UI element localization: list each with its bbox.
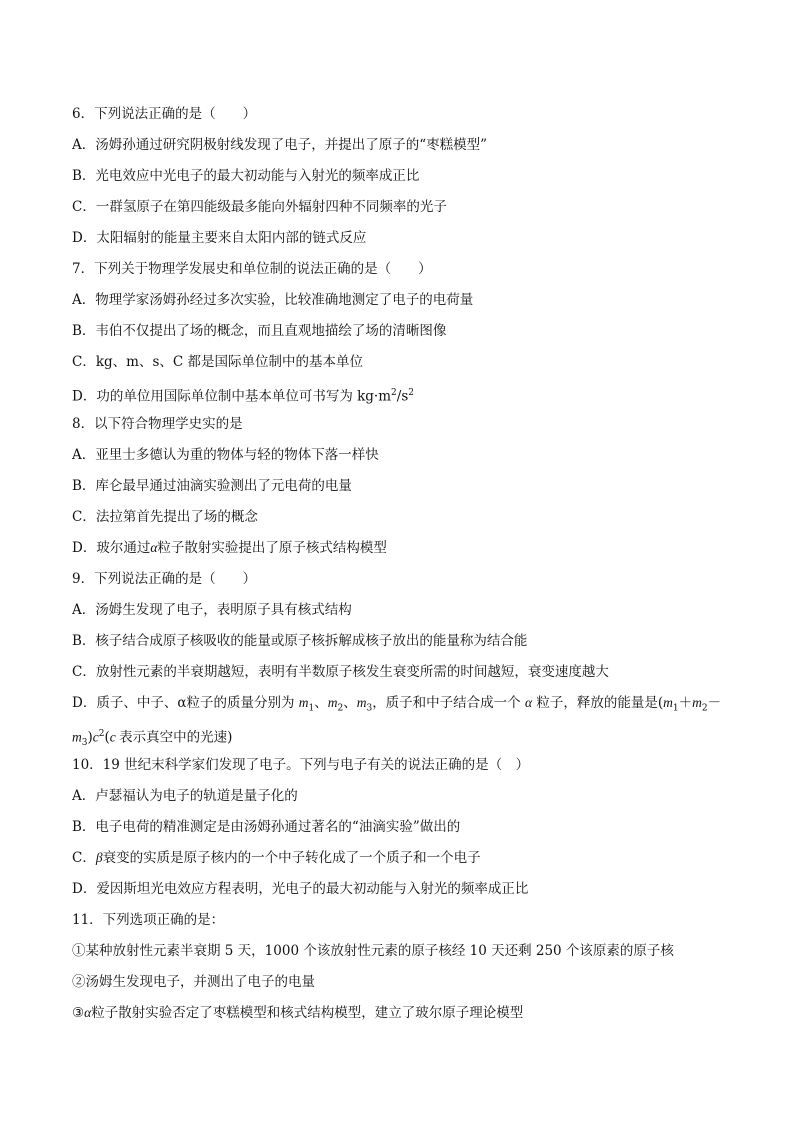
q10-option-c-post: 衰变的实质是原子核内的一个中子转化成了一个质子和一个电子 xyxy=(102,850,481,866)
q11-item-3-pre: ③ xyxy=(72,1005,85,1021)
q7-option-c: C．kg、m、s、C 都是国际单位制中的基本单位 xyxy=(72,354,364,370)
q8-option-d-alpha: α xyxy=(150,540,158,555)
q6-option-b: B．光电效应中光电子的最大初动能与入射光的频率成正比 xyxy=(72,168,420,184)
q7-option-d-exp2: 2 xyxy=(408,388,414,398)
q9-stem: 9．下列说法正确的是（ ） xyxy=(72,571,257,587)
q6-stem: 6．下列说法正确的是（ ） xyxy=(72,106,257,122)
q9-option-d-line2 xyxy=(72,724,732,753)
q7-option-b: B．韦伯不仅提出了场的概念，而且直观地描绘了场的清晰图像 xyxy=(72,323,447,339)
q11-item-2: ②汤姆生发现电子，并测出了电子的电量 xyxy=(72,974,315,990)
q8-option-d xyxy=(72,538,732,558)
q7-stem: 7．下列关于物理学发展史和单位制的说法正确的是（ ） xyxy=(72,261,432,277)
q11-item-1: ①某种放射性元素半衰期 5 天，1000 个该放射性元素的原子核经 10 天还剩 250 个该原素的原子核 xyxy=(72,943,674,959)
q10-option-a: A．卢瑟福认为电子的轨道是量子化的 xyxy=(72,788,298,804)
q8-option-c: C．法拉第首先提出了场的概念 xyxy=(72,509,258,525)
q8-stem: 8．以下符合物理学史实的是 xyxy=(72,416,243,432)
q9-option-d-pre: D．质子、中子、α粒子的质量分别为 xyxy=(72,695,299,711)
q7-option-d-exp1: 2 xyxy=(391,388,397,398)
q9-c-note: c xyxy=(109,729,120,745)
q9-e-m2-sub: 2 xyxy=(701,703,708,714)
q9-sep1: 、 xyxy=(314,695,328,711)
q9-paren-open: ( xyxy=(104,729,110,746)
q7-option-d xyxy=(72,383,732,407)
q9-e-m3: m xyxy=(72,729,82,745)
q9-option-d-tail: 表示真空中的光速) xyxy=(119,729,233,746)
q9-plus: ＋ xyxy=(678,695,693,711)
q11-item-3 xyxy=(72,1003,732,1023)
q8-option-b: B．库仑最早通过油滴实验测出了元电荷的电量 xyxy=(72,478,352,494)
q9-close: ) xyxy=(87,729,93,746)
q9-c: c xyxy=(92,729,99,745)
q8-option-a: A．亚里士多德认为重的物体与轻的物体下落一样快 xyxy=(72,447,379,463)
q9-minus: － xyxy=(707,695,722,711)
q7-option-d-mid: /s xyxy=(396,388,409,405)
q8-option-d-post: 粒子散射实验提出了原子核式结构模型 xyxy=(157,540,387,556)
q6-option-c: C．一群氢原子在第四能级最多能向外辐射四种不同频率的光子 xyxy=(72,199,447,215)
q10-option-c-pre: C． xyxy=(72,850,96,866)
q10-stem: 10．19 世纪末科学家们发现了电子。下列与电子有关的说法正确的是（ ） xyxy=(72,757,530,773)
q7-option-a: A．物理学家汤姆孙经过多次实验，比较准确地测定了电子的电荷量 xyxy=(72,292,474,308)
q8-option-d-pre: D．玻尔通过 xyxy=(72,540,151,556)
q11-item-3-post: 粒子散射实验否定了枣糕模型和核式结构模型，建立了玻尔原子理论模型 xyxy=(91,1005,524,1021)
q10-option-c xyxy=(72,848,732,868)
q6-option-d: D．太阳辐射的能量主要来自太阳内部的链式反应 xyxy=(72,230,367,246)
q9-e-m1: m xyxy=(663,695,673,710)
q10-option-b: B．电子电荷的精准测定是由汤姆孙通过著名的“油滴实验”做出的 xyxy=(72,819,461,835)
q6-option-a: A．汤姆孙通过研究阴极射线发现了电子，并提出了原子的“枣糕模型” xyxy=(72,137,488,153)
q9-e-m2: m xyxy=(692,695,702,710)
q9-option-b: B．核子结合成原子核吸收的能量或原子核拆解成核子放出的能量称为结合能 xyxy=(72,633,528,649)
q9-m3-sub: 3 xyxy=(366,703,373,714)
q9-sep2: 、 xyxy=(343,695,357,711)
q9-m2-sub: 2 xyxy=(337,703,344,714)
q9-m2: m xyxy=(327,695,338,710)
q9-option-a: A．汤姆生发现了电子，表明原子具有核式结构 xyxy=(72,602,352,618)
q9-e-m1-sub: 1 xyxy=(672,703,679,714)
q9-m1: m xyxy=(298,695,309,710)
q7-option-d-text: D．功的单位用国际单位制中基本单位可书写为 kg·m xyxy=(72,388,392,405)
q9-m3: m xyxy=(356,695,367,710)
q10-option-d: D．爱因斯坦光电效应方程表明，光电子的最大初动能与入射光的频率成正比 xyxy=(72,881,529,897)
q9-m1-sub: 1 xyxy=(308,703,315,714)
q9-c-exp: 2 xyxy=(98,729,105,739)
q9-option-d-mid2: 粒子，释放的能量是( xyxy=(532,695,664,711)
q9-option-c: C．放射性元素的半衰期越短，表明有半数原子核发生衰变所需的时间越短，衰变速度越大 xyxy=(72,664,609,680)
q9-e-m3-sub: 3 xyxy=(81,738,88,749)
q11-item-3-alpha: α xyxy=(84,1005,92,1020)
q9-option-d xyxy=(72,693,732,719)
q9-option-d-mid: ，质子和中子结合成一个 xyxy=(372,695,525,711)
q9-alpha: α xyxy=(524,695,533,710)
q10-option-c-beta: β xyxy=(95,850,103,865)
q11-stem: 11．下列选项正确的是： xyxy=(72,912,225,928)
